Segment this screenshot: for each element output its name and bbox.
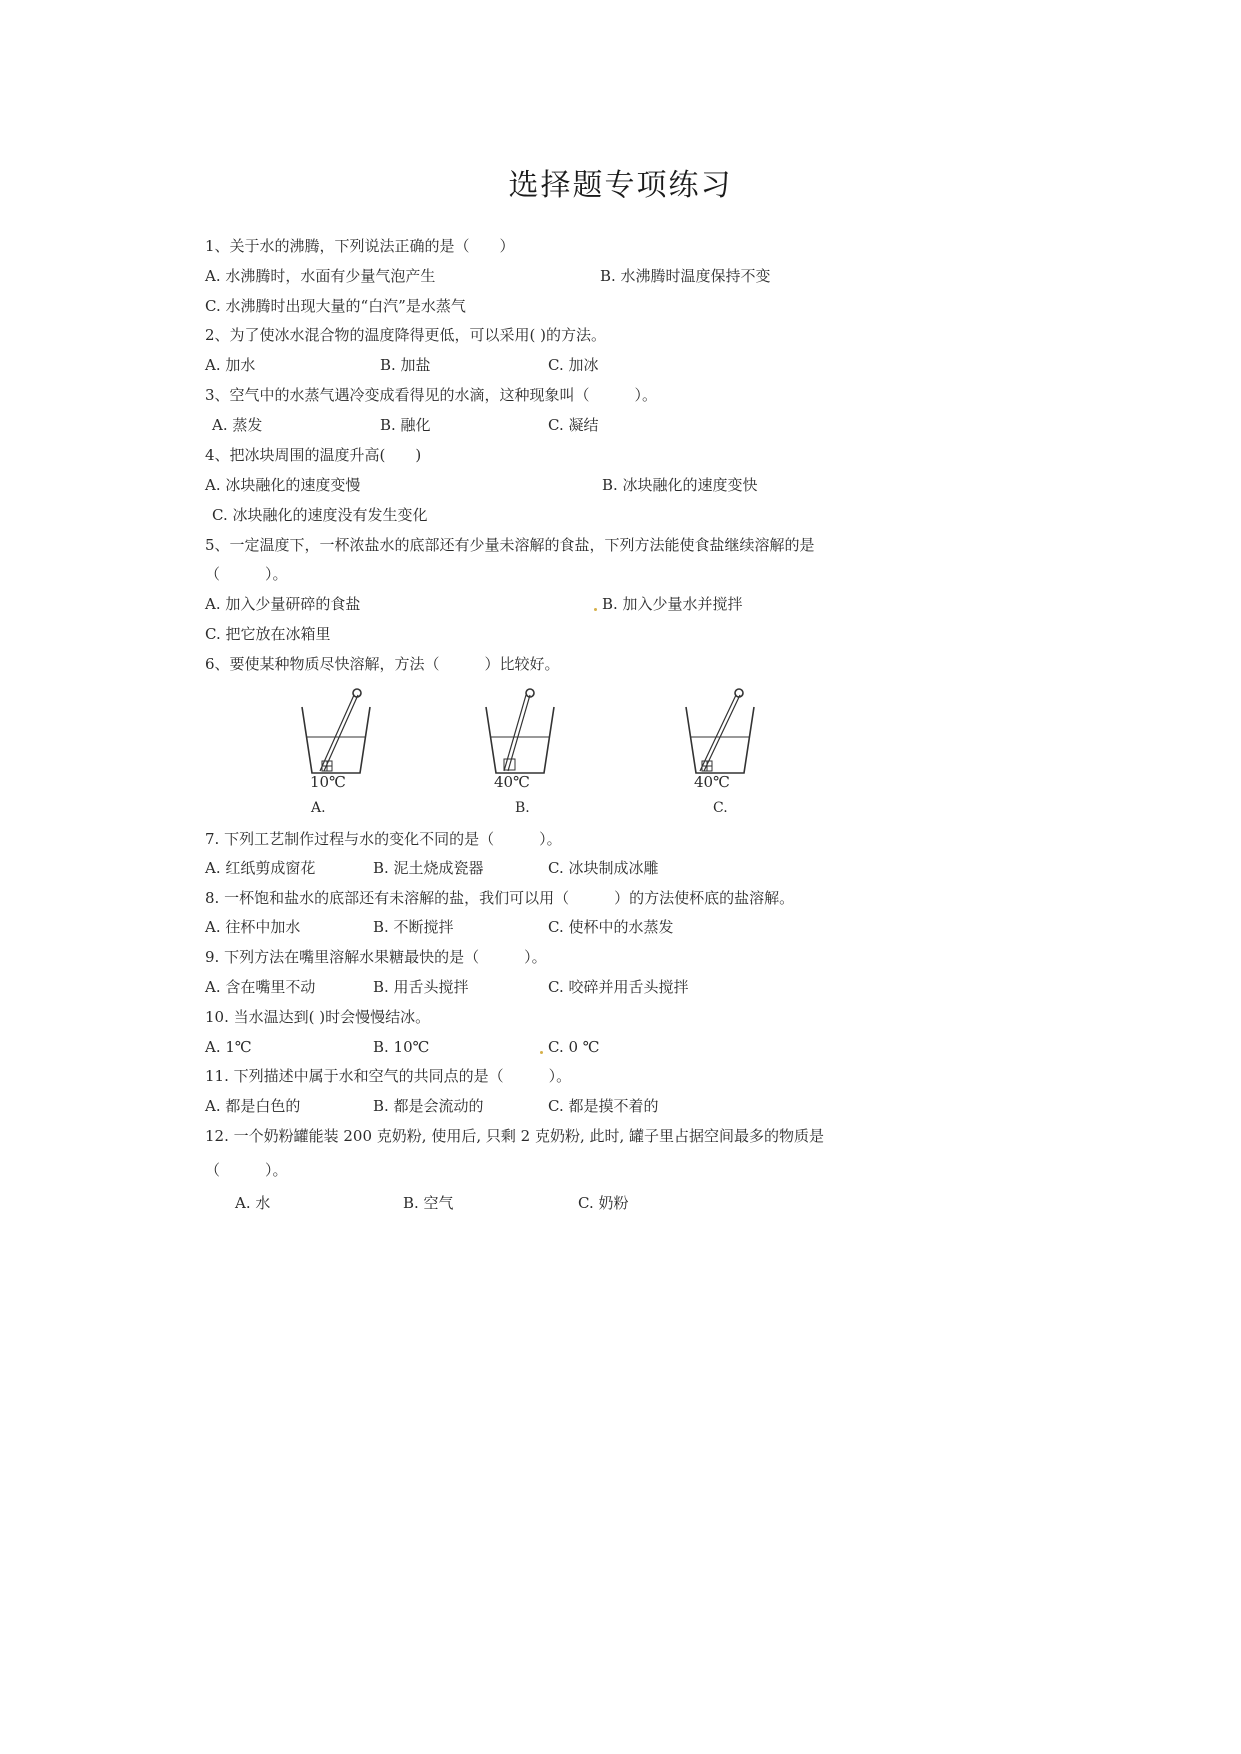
- question-10-option-a: A. 1℃: [205, 1038, 252, 1056]
- question-11-option-a: A. 都是白色的: [205, 1097, 301, 1115]
- question-10-option-c: C. 0 ℃: [548, 1038, 600, 1056]
- question-5-stem-line-2: （ ）。: [205, 565, 288, 583]
- question-4-option-b: B. 冰块融化的速度变快: [602, 476, 758, 494]
- question-11-stem: 11. 下列描述中属于水和空气的共同点的是（ ）。: [205, 1067, 572, 1085]
- question-8-option-b: B. 不断搅拌: [373, 918, 454, 936]
- beaker-a-temperature: 10℃: [310, 773, 346, 791]
- question-3-option-b: B. 融化: [380, 416, 431, 434]
- question-12-stem-line-2: （ ）。: [205, 1161, 288, 1179]
- question-2-option-c: C. 加冰: [548, 356, 599, 374]
- beaker-c-temperature: 40℃: [694, 773, 730, 791]
- question-4-option-c: C. 冰块融化的速度没有发生变化: [212, 506, 428, 524]
- question-3-stem: 3、空气中的水蒸气遇冷变成看得见的水滴，这种现象叫（ ）。: [205, 386, 658, 404]
- question-12-option-b: B. 空气: [403, 1194, 454, 1212]
- question-5-option-c: C. 把它放在冰箱里: [205, 625, 331, 643]
- question-8-stem: 8. 一杯饱和盐水的底部还有未溶解的盐，我们可以用（ ）的方法使杯底的盐溶解。: [205, 889, 795, 907]
- question-6-stem: 6、要使某种物质尽快溶解，方法（ ）比较好。: [205, 655, 560, 673]
- question-9-option-c: C. 咬碎并用舌头搅拌: [548, 978, 689, 996]
- question-11-option-c: C. 都是摸不着的: [548, 1097, 659, 1115]
- stray-mark: [540, 1051, 543, 1054]
- beaker-b-temperature: 40℃: [494, 773, 530, 791]
- question-9-option-a: A. 含在嘴里不动: [205, 978, 316, 996]
- beaker-figure: [290, 685, 760, 805]
- beaker-a-label: A.: [311, 800, 326, 816]
- page-title: 选择题专项练习: [508, 168, 733, 203]
- question-2-option-a: A. 加水: [205, 356, 256, 374]
- question-5-stem-line-1: 5、一定温度下，一杯浓盐水的底部还有少量未溶解的食盐，下列方法能使食盐继续溶解的是: [205, 536, 815, 554]
- question-1-option-c: C. 水沸腾时出现大量的“白汽”是水蒸气: [205, 297, 466, 315]
- question-12-stem-line-1: 12. 一个奶粉罐能装 200 克奶粉, 使用后, 只剩 2 克奶粉, 此时, 罐子里占据空间最多的物质是: [205, 1127, 825, 1145]
- stray-mark: [594, 608, 597, 611]
- question-7-stem: 7. 下列工艺制作过程与水的变化不同的是（ ）。: [205, 830, 562, 848]
- question-12-option-c: C. 奶粉: [578, 1194, 629, 1212]
- question-9-option-b: B. 用舌头搅拌: [373, 978, 469, 996]
- question-8-option-a: A. 往杯中加水: [205, 918, 301, 936]
- question-9-stem: 9. 下列方法在嘴里溶解水果糖最快的是（ ）。: [205, 948, 547, 966]
- question-1-option-a: A. 水沸腾时，水面有少量气泡产生: [205, 267, 436, 285]
- question-4-stem: 4、把冰块周围的温度升高( ): [205, 446, 422, 464]
- question-5-option-a: A. 加入少量研碎的食盐: [205, 595, 361, 613]
- question-12-option-a: A. 水: [235, 1194, 271, 1212]
- question-4-option-a: A. 冰块融化的速度变慢: [205, 476, 361, 494]
- beaker-a-icon: [302, 707, 370, 773]
- question-3-option-c: C. 凝结: [548, 416, 599, 434]
- beaker-b-label: B.: [515, 800, 530, 816]
- question-1-option-b: B. 水沸腾时温度保持不变: [600, 267, 771, 285]
- beaker-c-icon: [686, 707, 754, 773]
- beaker-c-label: C.: [713, 800, 728, 816]
- question-10-stem: 10. 当水温达到( )时会慢慢结冰。: [205, 1008, 431, 1026]
- question-10-option-b: B. 10℃: [373, 1038, 430, 1056]
- question-3-option-a: A. 蒸发: [212, 416, 263, 434]
- question-11-option-b: B. 都是会流动的: [373, 1097, 484, 1115]
- question-8-option-c: C. 使杯中的水蒸发: [548, 918, 674, 936]
- question-2-option-b: B. 加盐: [380, 356, 431, 374]
- question-2-stem: 2、为了使冰水混合物的温度降得更低，可以采用( )的方法。: [205, 326, 607, 344]
- question-5-option-b: B. 加入少量水并搅拌: [602, 595, 743, 613]
- question-7-option-a: A. 红纸剪成窗花: [205, 859, 316, 877]
- question-1-stem: 1、关于水的沸腾，下列说法正确的是（ ）: [205, 237, 515, 255]
- question-7-option-b: B. 泥土烧成瓷器: [373, 859, 484, 877]
- question-7-option-c: C. 冰块制成冰雕: [548, 859, 659, 877]
